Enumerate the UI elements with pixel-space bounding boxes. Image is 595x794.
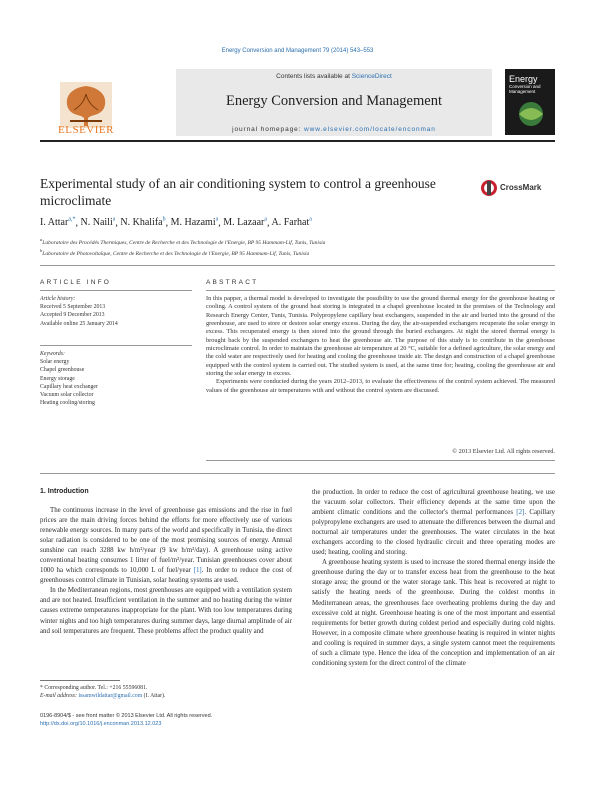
body-paragraph: A greenhouse heating system is used to increase the stored thermal energy inside the greenhouse during the day or to transfer excess heat from the greenhouse to the heat storage area; the ground or the water storage tank. This heat is recovered at night to satisfy the heating needs of the greenhouse. During the coldest months in Mediterranean areas, the greenhouses face overheating problems during the day and excessive cold at night. Greenhouse heating is one of the most important and essential requirements for better growth during coldest period and especially during cold nights. However, in a composite climate where greenhouse heating is required in winter nights and cooling is required in summer days, a single system cannot meet the requirements of such a climate type. Hence the idea of the conception and implementation of an air conditioning system for the direct control of the climate — [312, 559, 555, 667]
homepage-prefix: journal homepage: — [232, 126, 302, 133]
cover-title: Energy — [509, 74, 538, 84]
abstract-paragraph: In this papper, a thermal model is developed to investigate the possibility to use the ground thermal energy for the greenhouse heating or cooling. A control system of the ground heat storing is integrated in a chapel greenhouse located in the premises of the Technology and Research Energy Center, Tunis, Tunisia. Polypropylene capillary heat exchangers, suspended in the air and buried into the ground of the greenhouse, are used to store or destore solar energy excess. During the day, the air-suspended exchangers recuperate the solar energy in excess. This recuperated energy is then stored into the ground through the buried exchangers. At night the stored thermal energy is brought back by the suspended exchangers to heat the greenhouse air. The purpose of this study is to contribute in the greenhouse microclimate control. In order to maintain the greenhouse air temperature at 20 °C, suitable for a defined agriculture, the solar energy and the cold water are respectively used for heating and cooling the greenhouse inside air. The design and construction of a chapel greenhouse equipped with the control system is carried out. The studied system is used, at the same time for; heating, cooling the greenhouse air and storing the solar energy in excess. — [206, 295, 555, 378]
journal-cover-image[interactable] — [505, 69, 555, 135]
history-rule — [40, 345, 192, 346]
body-column-right — [312, 488, 555, 669]
crossmark-button[interactable] — [478, 178, 554, 198]
keyword-item: Energy storage — [40, 375, 75, 382]
section-heading-introduction: 1. Introduction — [40, 488, 89, 495]
body-rule — [40, 473, 555, 474]
contents-line — [176, 73, 492, 80]
body-column-left — [40, 506, 292, 637]
affiliation-item: $^b$Laboratoire de Photovoltaïque, Centre de Recherche et des Technologie de l'Energie, BP 95 Hammam-Lif, Tunis, Tunisia — [40, 248, 310, 258]
journal-homepage — [176, 126, 492, 133]
abstract-body — [206, 295, 555, 395]
history-item: Received 5 September 2013 — [40, 304, 106, 311]
footnote-rule — [40, 680, 120, 681]
body-paragraph: In the Mediterranean regions, most greenhouses are equipped with a ventilation system and are not heated. Insufficient ventilation in the summer and no heating during the winter causes extreme temperatures inappropriate for the plant. With too low temperatures during winter nights and too high temperatures during summer days, large diurnal amplitude of air and soil temperatures are frequent. These problems affect the product quality and — [40, 587, 292, 635]
author[interactable]: N. Khalifa$^b$ — [120, 217, 166, 229]
abstract-rule — [206, 290, 555, 291]
keywords-label: Keywords: — [40, 351, 65, 357]
author[interactable]: A. Farhat$^a$ — [271, 217, 312, 229]
article-info-heading: ARTICLE INFO — [40, 279, 112, 286]
keyword-item: Chapel greenhouse — [40, 367, 85, 374]
affiliations — [40, 236, 555, 259]
keyword-item: Solar energy — [40, 359, 70, 366]
author[interactable]: I. Attar$^{a,*}$ — [40, 217, 76, 229]
keyword-item: Vacuum solar collector — [40, 392, 94, 399]
author[interactable]: N. Naili$^a$ — [80, 217, 116, 229]
body-paragraph: the production. In order to reduce the cost of agricultural greenhouse heating, we use the vacuum solar collectors. Their efficiency depends at the same time upon the ambient climatic conditions and the collector's thermal performances [2]. Capillary polypropylene exchangers are used to attenuate the differences between the diurnal and nocturnal air temperatures under the greenhouses. The water circulates in the heat exchangers according to the closed hydraulic circuit and three operating modes are used; heating, cooling and storing. — [312, 489, 555, 557]
author[interactable]: M. Hazami$^a$ — [170, 217, 219, 229]
elsevier-wordmark: ELSEVIER — [58, 124, 114, 136]
keyword-item: Heating cooling/storing — [40, 400, 95, 407]
author[interactable]: M. Lazaar$^a$ — [223, 217, 268, 229]
journal-name: Energy Conversion and Management — [226, 93, 442, 109]
article-info-rule — [40, 290, 192, 291]
keyword-item: Capillary heat exchanger — [40, 383, 98, 390]
footnote — [40, 684, 292, 700]
crossmark-label: CrossMark — [500, 183, 542, 192]
issn-line: 0196-8904/$ - see front matter © 2013 Elsevier Ltd. All rights reserved. — [40, 713, 213, 719]
abstract-heading: ABSTRACT — [206, 279, 259, 286]
cover-subtitle: Conversion and Management — [509, 84, 541, 94]
contents-prefix: Contents lists available at — [276, 73, 350, 80]
journal-reference[interactable]: Energy Conversion and Management 79 (2014) 543–553 — [221, 48, 374, 54]
homepage-link[interactable]: www.elsevier.com/locate/enconman — [304, 126, 436, 133]
article-title: Experimental study of an air conditioning system to control a greenhouse microclimate — [40, 176, 436, 208]
body-paragraph: The continuous increase in the level of greenhouse gas emissions and the rise in fuel prices are the main driving forces behind the efforts for more effectively use of various renewable energy sources. In many parts of the world and specifically in Tunisia, the direct solar radiation is considered to be one of the most promising sources of energy. Annual sunshine can reach 3288 kw h/m²/year (9 kw h/m²/day). A greenhouse using active conventional heating consumes 1 litter of fuel/m²/year. Tunisian greenhouses cover about 1000 ha which corresponds to 10,000 L of fuel/year [1]. In order to reduce the cost of greenhouses control climate in Tunisian, solar heating systems are used. — [40, 507, 292, 585]
corresponding-author-note: * Corresponding author. Tel.: +216 55596081. — [40, 685, 148, 691]
author-list: I. Attar$^{a,*}$, N. Naili$^a$, N. Khalifa$^b$, M. Hazami$^a$, M. Lazaar$^a$, A. Farhat$^a$ — [40, 217, 312, 229]
sciencedirect-link[interactable]: ScienceDirect — [351, 73, 392, 80]
cover-art-icon — [513, 99, 549, 129]
history-item: Accepted 9 December 2013 — [40, 312, 105, 319]
keywords — [40, 350, 192, 407]
front-matter — [40, 712, 340, 728]
abstract-bottom-rule — [206, 460, 555, 461]
doi-link[interactable]: http://dx.doi.org/10.1016/j.enconman.2013.12.023 — [40, 721, 162, 727]
history-item: Available online 25 January 2014 — [40, 320, 118, 327]
header-rule — [40, 140, 555, 142]
crossmark-icon — [480, 178, 498, 198]
section-rule — [40, 265, 555, 266]
citation-link[interactable]: [2] — [516, 509, 525, 517]
email-link[interactable]: issamwildattar@gmail.com — [78, 693, 143, 700]
copyright-notice: © 2013 Elsevier Ltd. All rights reserved. — [452, 448, 555, 455]
citation-link[interactable]: [1] — [193, 567, 202, 575]
affiliation-item: $^a$Laboratoire des Procédés Thermiques, Centre de Recherche et des Technologie de l'Energie, BP 95 Hammam-Lif, Tunis, Tunisia — [40, 237, 326, 246]
history-label: Article history: — [40, 296, 76, 302]
article-history — [40, 295, 192, 328]
email-note: E-mail address: issamwildattar@gmail.com (I. Attar). — [40, 693, 166, 700]
abstract-paragraph: Experiments were conducted during the years 2012–2013, to evaluate the effectiveness of the control system achieved. The measured values of the greenhouse air temperatures with and without the control system are discussed. — [206, 378, 555, 394]
